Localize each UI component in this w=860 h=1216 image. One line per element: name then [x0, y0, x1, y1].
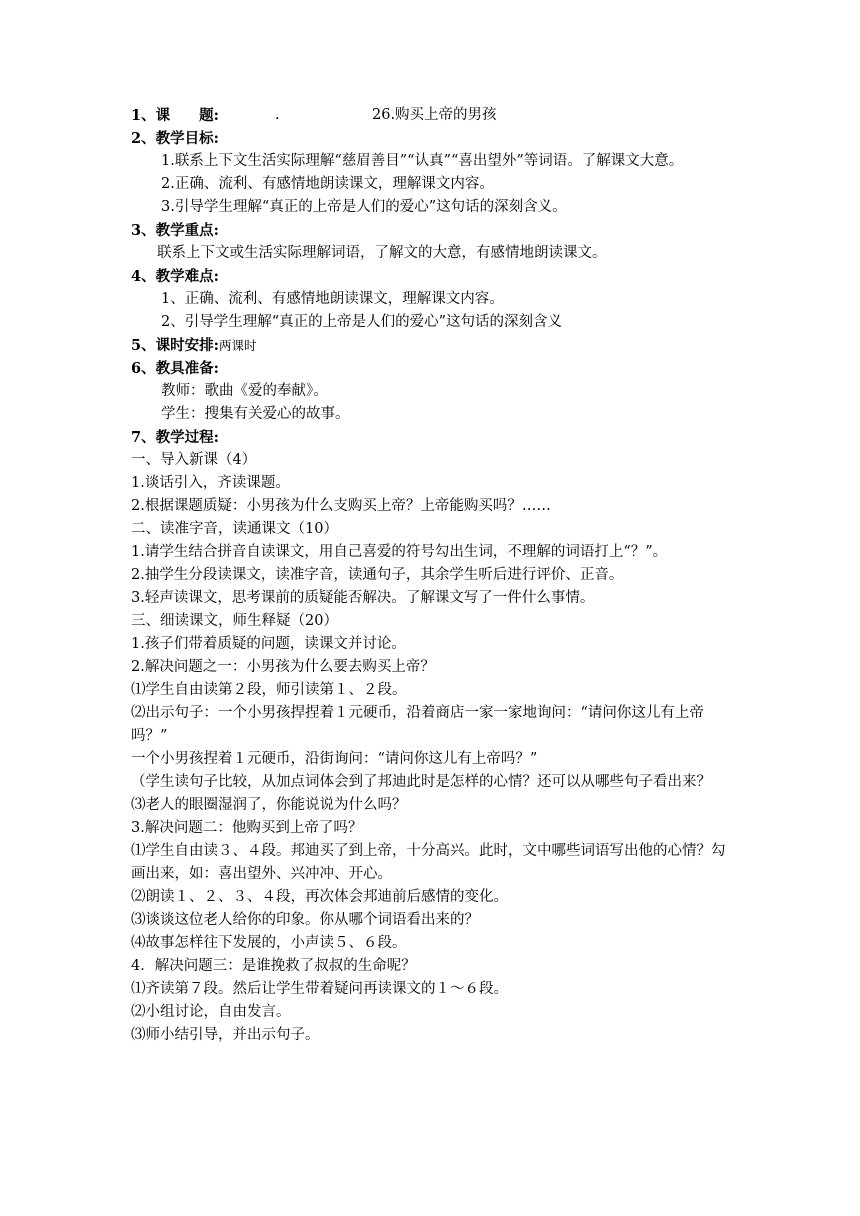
process-line: 4．解决问题三：是谁挽救了叔叔的生命呢？: [131, 958, 416, 974]
process-line: ⑴齐读第７段。然后让学生带着疑问再读课文的１～６段。: [131, 981, 508, 997]
process-line: ⑶谈谈这位老人给你的印象。你从哪个词语看出来的？: [131, 912, 479, 928]
process-line: ⑷故事怎样往下发展的，小声读５、６段。: [131, 935, 407, 951]
lesson-plan-page: [131, 104, 731, 1047]
process-line: ⑵小组讨论，自由发言。: [131, 1004, 291, 1020]
difficulty-1: 1、正确、流利、有感情地朗读课文，理解课文内容。: [161, 291, 504, 307]
focus-text: 联系上下文或生活实际理解词语，了解文的大意，有感情地朗读课文。: [157, 245, 607, 261]
process-line: （学生读句子比较，从加点词体会到了邦迪此时是怎样的心情？还可以从哪些句子看出来？: [131, 774, 711, 790]
topic-row: [131, 104, 731, 127]
process-line: 一、导入新课（4）: [131, 452, 257, 468]
process-heading: 7、教学过程:: [131, 429, 219, 446]
process-line: 一个小男孩捏着１元硬币，沿街询问：“请问你这儿有上帝吗？”: [131, 751, 538, 767]
goal-3: 3.引导学生理解“真正的上帝是人们的爱心”这句话的深刻含义。: [161, 199, 567, 215]
tools-heading: 6、教具准备:: [131, 360, 219, 377]
process-line: 3.轻声读课文，思考课前的质疑能否解决。了解课文写了一件什么事情。: [131, 590, 595, 606]
topic-label: 1、课 题:: [131, 107, 219, 124]
process-line: ⑵出示句子：一个小男孩捍捏着１元硬币，沿着商店一家一家地询问：“请问你这儿有上帝吗？”: [131, 705, 704, 744]
schedule-row: [131, 334, 731, 357]
difficulty-2: 2、引导学生理解“真正的上帝是人们的爱心”这句话的深刻含义: [161, 314, 563, 330]
process-line: 3.解决问题二：他购买到上帝了吗？: [131, 820, 363, 836]
tools-student: 学生：搜集有关爱心的故事。: [161, 406, 350, 422]
process-line: ⑴学生自由读第２段，师引读第１、２段。: [131, 682, 407, 698]
goals-heading: 2、教学目标:: [131, 130, 219, 147]
process-line: ⑴学生自由读３、４段。邦迪买了到上帝，十分高兴。此时，文中哪些词语写出他的心情？勾画出来，如：喜出望外、兴冲冲、开心。: [131, 843, 726, 882]
process-line: 三、细读课文，师生释疑（20）: [131, 613, 338, 629]
goal-2: 2.正确、流利、有感情地朗读课文，理解课文内容。: [161, 176, 494, 192]
difficulty-heading: 4、教学难点:: [131, 268, 219, 285]
process-line: ⑶师小结引导，并出示句子。: [131, 1027, 320, 1043]
schedule-value: 两课时: [218, 338, 257, 353]
topic-dot: .: [275, 107, 280, 123]
process-line: 2.根据课题质疑：小男孩为什么支购买上帝？上帝能购买吗？……: [131, 498, 551, 514]
schedule-label: 5、课时安排:: [131, 337, 219, 354]
process-line: 2.抽学生分段读课文，读准字音，读通句子，其余学生听后进行评价、正音。: [131, 567, 624, 583]
lesson-title: 26.购买上帝的男孩: [372, 107, 497, 123]
tools-teacher: 教师：歌曲《爱的奉献》。: [161, 383, 328, 399]
process-line: 1.孩子们带着质疑的问题，读课文并讨论。: [131, 636, 406, 652]
focus-heading: 3、教学重点:: [131, 222, 219, 239]
process-line: 2.解决问题之一：小男孩为什么要去购买上帝？: [131, 659, 435, 675]
process-line: 1.谈话引入，齐读课题。: [131, 475, 290, 491]
process-line: ⑵朗读１、２、３、４段，再次体会邦迪前后感情的变化。: [131, 889, 508, 905]
process-line: 1.请学生结合拼音自读课文，用自己喜爱的符号勾出生词，不理解的词语打上“？”。: [131, 544, 668, 560]
process-line: 二、读准字音，读通课文（10）: [131, 521, 338, 537]
goal-1: 1.联系上下文生活实际理解“慈眉善目”“认真”“喜出望外”等词语。了解课文大意。: [161, 153, 684, 169]
process-line: ⑶老人的眼圈湿润了，你能说说为什么吗？: [131, 797, 407, 813]
